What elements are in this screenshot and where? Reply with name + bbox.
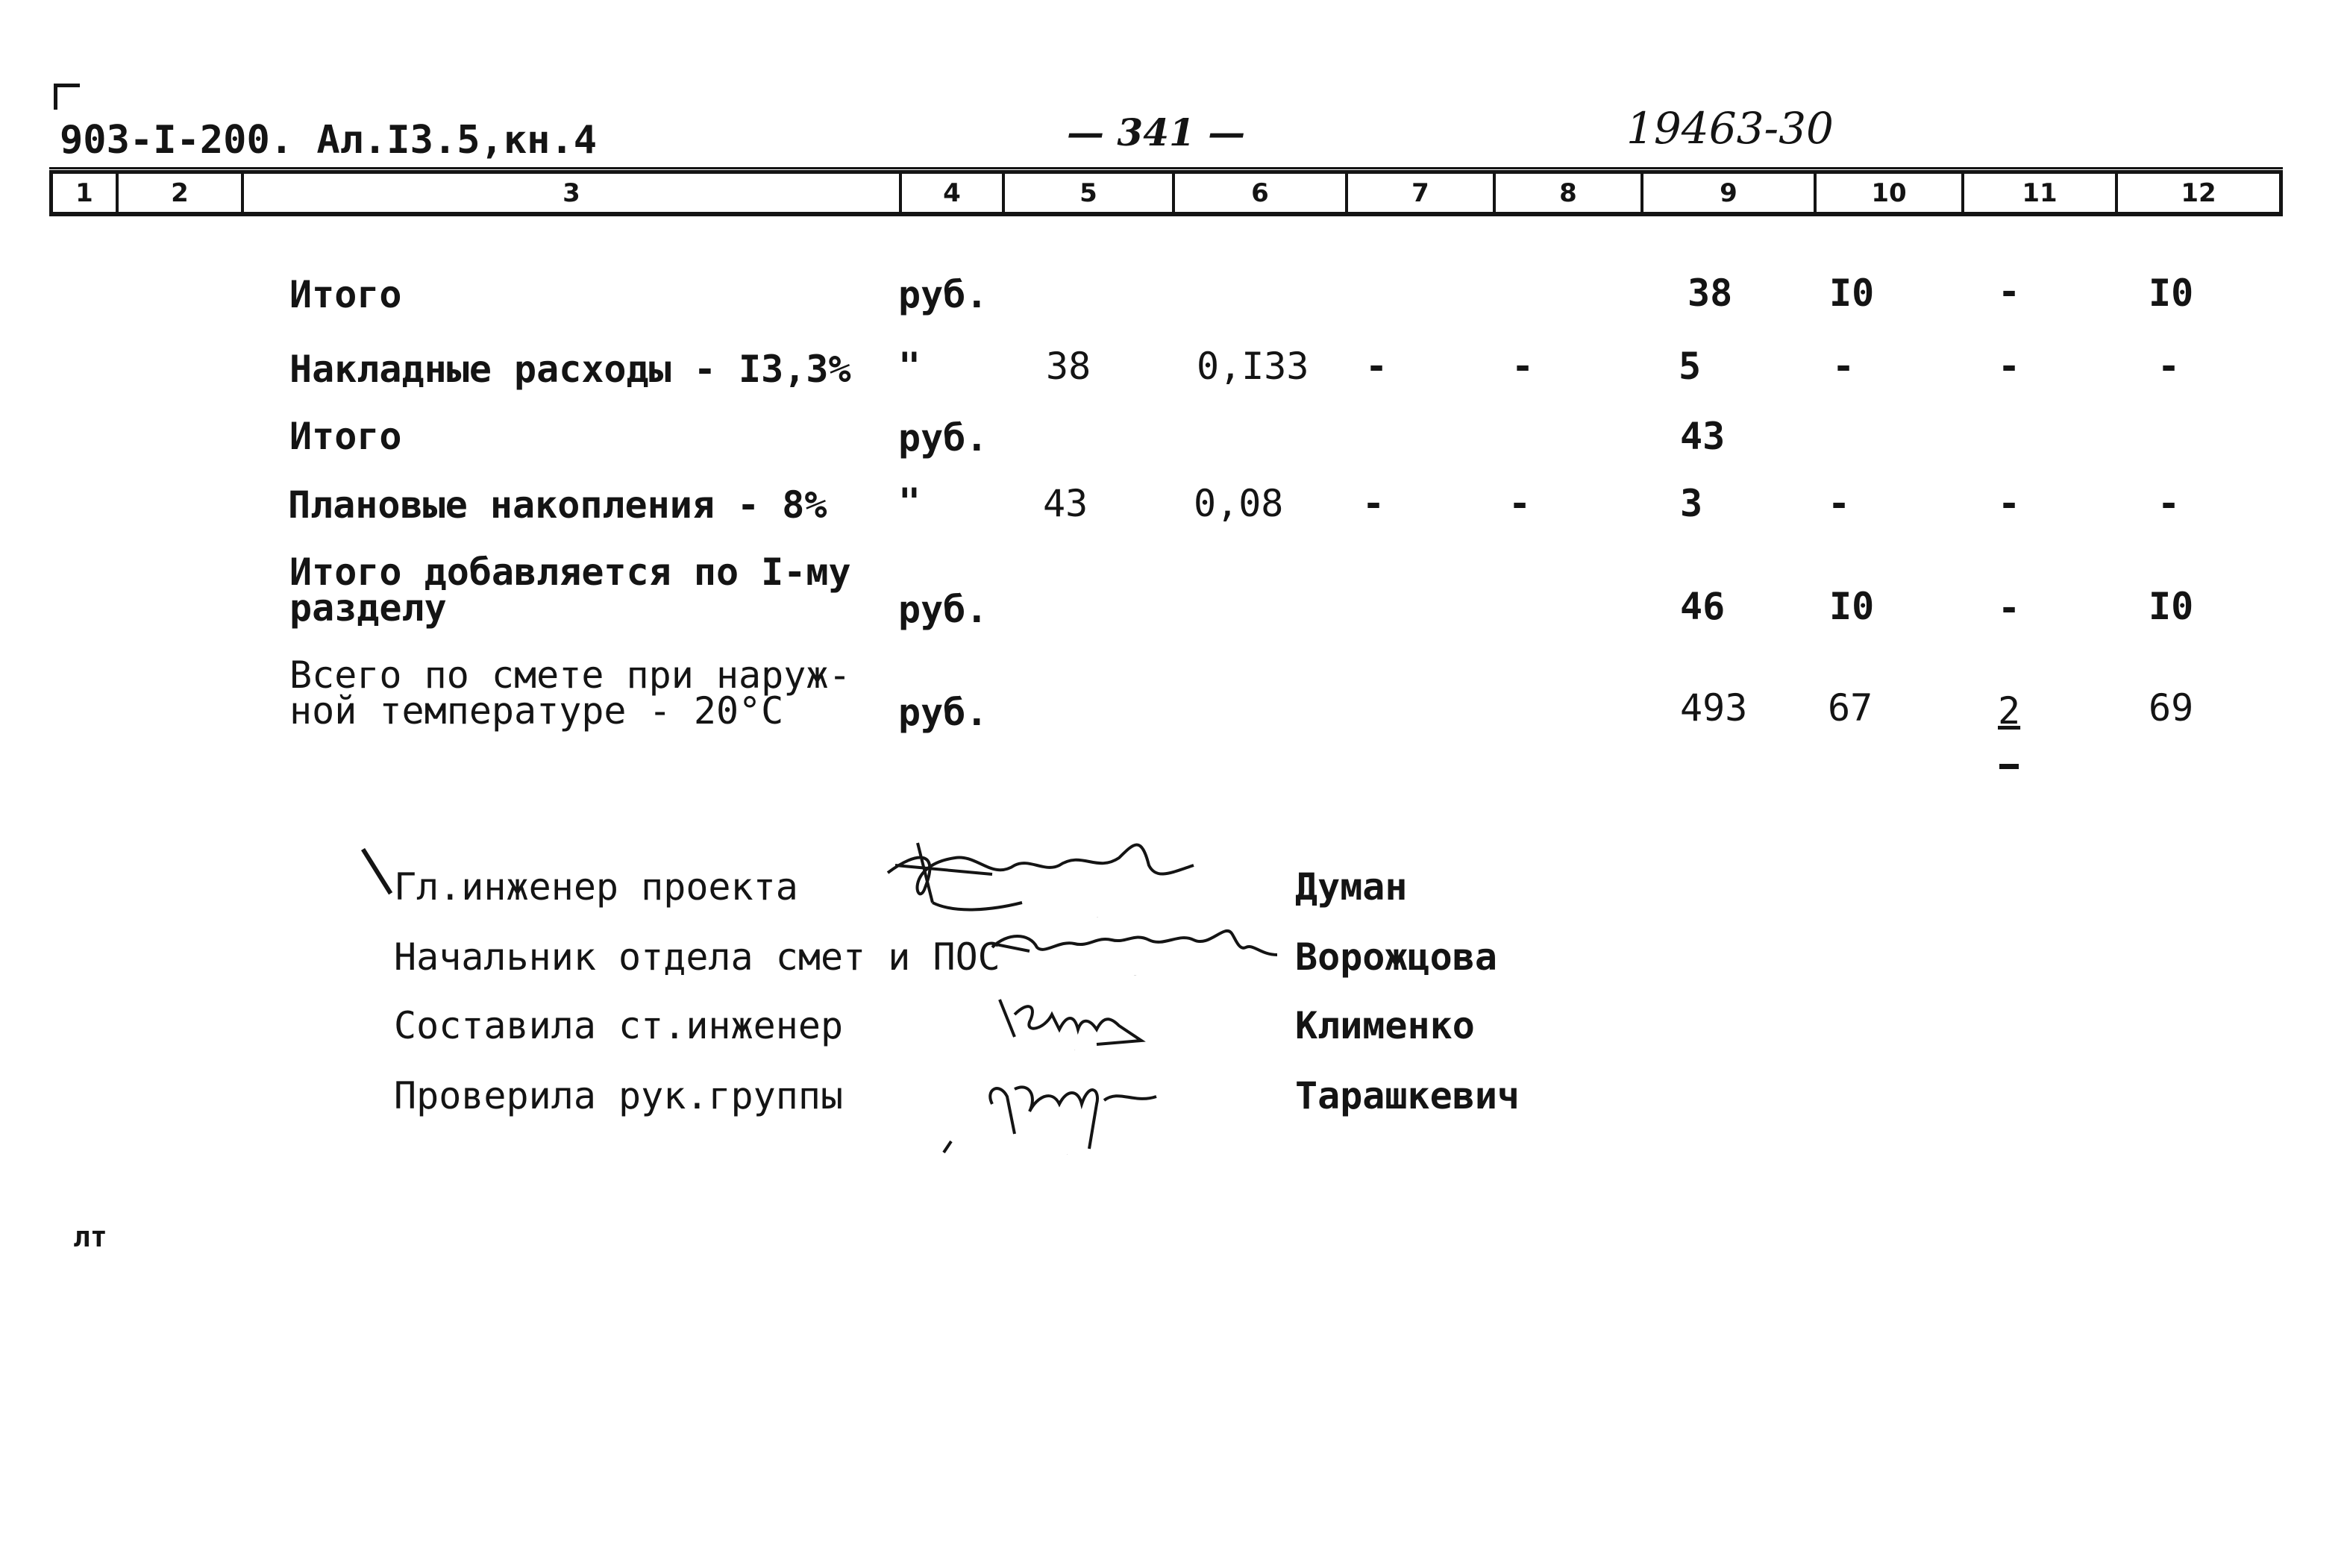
signature-role: Проверила рук.группы <box>394 1074 844 1117</box>
column-number-table <box>49 170 2283 216</box>
col-10: 10 <box>1817 174 1964 212</box>
cell-col5: 43 <box>1043 482 1088 525</box>
cell-col11: - <box>1998 345 2021 388</box>
signature-role: Гл.инженер проекта <box>394 865 798 909</box>
row-label-line2: ной температуре - 20°С <box>289 689 784 733</box>
row-unit: " <box>898 345 921 388</box>
page-number: — 341 — <box>1067 110 1246 154</box>
signature <box>985 910 1283 977</box>
signature-text <box>1134 975 1137 976</box>
cell-col10: - <box>1832 345 1855 388</box>
signature-text <box>1067 1154 1068 1155</box>
cell-col9: 38 <box>1688 272 1733 315</box>
cell-col12: I0 <box>2149 585 2194 628</box>
inventory-number: 19463-30 <box>1626 103 1834 154</box>
cell-col5: 38 <box>1046 345 1091 388</box>
col-6: 6 <box>1175 174 1348 212</box>
cell-col9: 493 <box>1680 686 1748 730</box>
row-unit: руб. <box>898 416 988 460</box>
row-unit: " <box>898 480 921 524</box>
header-rule <box>49 167 2283 169</box>
cell-col11: 2 <box>1998 689 2021 733</box>
cell-col12: - <box>2157 345 2181 388</box>
row-label-line1: Итого добавляется по I-му <box>289 551 851 594</box>
cell-col6: 0,I33 <box>1197 345 1309 388</box>
col-8: 8 <box>1496 174 1643 212</box>
row-unit: руб. <box>898 273 988 316</box>
signature-role: Составила ст.инженер <box>394 1004 844 1047</box>
signature <box>985 985 1164 1052</box>
cell-col6: 0,08 <box>1194 482 1284 525</box>
cell-col10: - <box>1828 482 1851 525</box>
col-12: 12 <box>2181 178 2216 208</box>
cell-col12: I0 <box>2149 272 2194 315</box>
row-label: Накладные расходы - I3,3% <box>289 348 851 391</box>
signature <box>873 821 1201 925</box>
row-unit: руб. <box>898 588 988 631</box>
row-label: Плановые накопления - 8% <box>288 483 827 527</box>
cell-col10: I0 <box>1829 272 1875 315</box>
signature-name: Тарашкевич <box>1295 1074 1520 1117</box>
cell-col7: - <box>1362 482 1385 525</box>
col-5: 5 <box>1005 174 1175 212</box>
cell-col12: - <box>2157 482 2181 525</box>
signature-name: Ворожцова <box>1295 935 1497 979</box>
col-11: 11 <box>1964 174 2118 212</box>
header-code: 903-I-200. Ал.I3.5,кн.4 <box>60 118 598 163</box>
cell-col11: - <box>1998 270 2021 313</box>
col-1: 1 <box>53 174 119 212</box>
signature-name: Клименко <box>1295 1004 1475 1047</box>
row-label-line2: разделу <box>289 586 447 630</box>
cell-col10: 67 <box>1828 686 1873 730</box>
col-3: 3 <box>244 174 902 212</box>
cell-col9: 46 <box>1680 585 1726 628</box>
col-7: 7 <box>1348 174 1496 212</box>
cell-col9: 3 <box>1680 482 1703 525</box>
signature-name: Думан <box>1295 865 1408 909</box>
cell-col9: 5 <box>1679 345 1702 388</box>
cell-col9: 43 <box>1680 415 1726 458</box>
row-label-line1: Всего по смете при наруж- <box>289 653 851 697</box>
cell-col11: - <box>1998 586 2021 630</box>
cell-col10: I0 <box>1829 585 1875 628</box>
footer-mark: лт <box>73 1220 107 1253</box>
col-9: 9 <box>1643 174 1817 212</box>
col-4: 4 <box>902 174 1005 212</box>
cell-col7: - <box>1365 345 1388 388</box>
under-dash <box>1999 764 2019 769</box>
cell-col8: - <box>1508 482 1532 525</box>
signature <box>940 1059 1194 1156</box>
col-2: 2 <box>119 174 244 212</box>
row-label: Итого <box>289 273 402 316</box>
cell-col11: - <box>1998 482 2021 525</box>
row-unit: руб. <box>898 691 988 734</box>
corner-mark-icon <box>54 84 80 110</box>
row-label: Итого <box>289 415 402 458</box>
signature-role: Начальник отдела смет и ПОС <box>394 935 1000 979</box>
signature-bracket-icon <box>361 848 392 895</box>
cell-col12: 69 <box>2149 686 2194 730</box>
cell-col8: - <box>1511 345 1535 388</box>
